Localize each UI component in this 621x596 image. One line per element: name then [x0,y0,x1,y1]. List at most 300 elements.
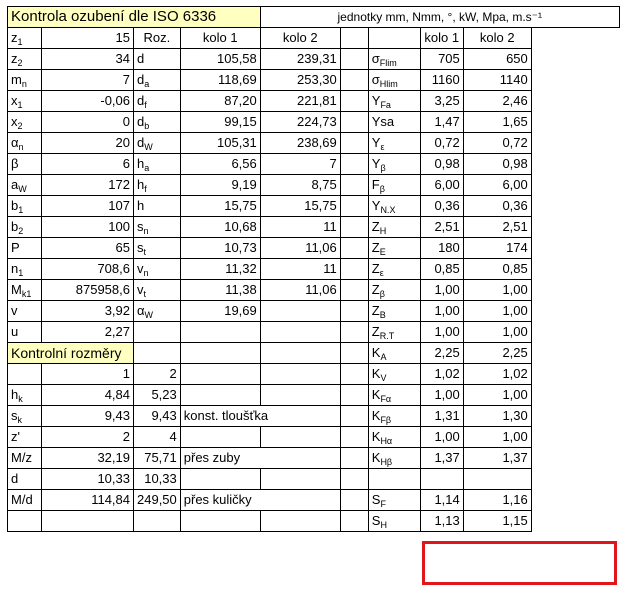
param-symbol-cell[interactable] [8,259,42,280]
param-value-cell[interactable]: 0,72 [463,133,531,154]
param-value-cell[interactable]: 87,20 [180,91,260,112]
sheet-cell[interactable] [340,343,368,364]
param-subscript: β [379,184,385,194]
param-symbol: b [11,219,19,234]
param-symbol: h [137,177,145,192]
param-value-cell[interactable]: 239,31 [260,49,340,70]
control-symbol-cell[interactable] [8,490,42,511]
param-symbol-cell[interactable] [134,154,181,175]
param-value-cell[interactable]: 1,37 [420,448,463,469]
param-value-cell[interactable]: 2,46 [463,91,531,112]
param-subscript: Fα [380,394,392,404]
param-subscript: B [379,310,386,320]
control-symbol-cell[interactable] [8,427,42,448]
sheet-cell[interactable] [180,364,260,385]
param-symbol-cell[interactable] [368,385,420,406]
param-symbol-cell[interactable] [8,217,42,238]
sheet-cell[interactable] [368,28,420,49]
param-symbol-cell[interactable] [8,238,42,259]
sheet-cell[interactable] [340,217,368,238]
sheet-cell[interactable] [340,448,368,469]
sheet-cell[interactable] [260,427,340,448]
sheet-row [8,448,620,469]
param-value-cell[interactable]: 15 [42,28,134,49]
sheet-cell[interactable] [340,301,368,322]
sheet-cell[interactable] [340,175,368,196]
sheet-cell[interactable] [340,490,368,511]
sheet-row [8,490,620,511]
sheet-cell[interactable] [260,322,340,343]
param-value-cell[interactable]: 1,37 [463,448,531,469]
units-label[interactable]: jednotky mm, Nmm, °, kW, Mpa, m.s⁻¹ [260,7,619,28]
param-symbol-cell[interactable] [134,49,181,70]
param-value-cell[interactable]: 1,13 [420,511,463,532]
param-value-cell[interactable]: 65 [42,238,134,259]
param-value-cell[interactable]: 172 [42,175,134,196]
param-value-cell[interactable]: 1,14 [420,490,463,511]
control-title[interactable]: Kontrolní rozměry [8,343,134,364]
param-subscript: W [144,310,154,320]
param-symbol-cell[interactable] [368,112,420,133]
control-col1-header[interactable]: 1 [42,364,134,385]
param-subscript: Fa [380,100,391,110]
param-value-cell[interactable]: 1,02 [463,364,531,385]
param-value-cell[interactable]: 8,75 [260,175,340,196]
header-roz[interactable]: Roz. [134,28,181,49]
param-symbol-cell[interactable] [8,196,42,217]
param-symbol-cell[interactable] [368,91,420,112]
safety-factor-highlight [422,541,617,585]
param-symbol-cell[interactable] [368,427,420,448]
sheet-cell[interactable] [8,511,42,532]
sheet-cell[interactable] [340,91,368,112]
control-value-cell[interactable]: 10,33 [42,469,134,490]
param-symbol-cell[interactable] [134,217,181,238]
param-symbol: s [137,240,144,255]
param-subscript: n [143,226,149,236]
note-konst[interactable]: konst. tloušťka [180,406,340,427]
sheet-title[interactable]: Kontrola ozubení dle ISO 6336 [8,7,261,28]
param-value-cell[interactable]: 1,00 [463,301,531,322]
header-kolo1-mid[interactable]: kolo 1 [180,28,260,49]
sheet-row [8,343,620,364]
param-symbol-cell[interactable] [368,175,420,196]
sheet-row [8,385,620,406]
param-symbol-cell[interactable] [368,511,420,532]
sheet-cell[interactable] [134,343,181,364]
sheet-cell[interactable] [340,469,368,490]
sheet-row [8,133,620,154]
control-symbol-cell[interactable] [8,448,42,469]
param-symbol: h [137,198,145,213]
param-value-cell[interactable]: 2,25 [463,343,531,364]
sheet-cell[interactable] [340,364,368,385]
param-symbol-cell[interactable] [368,322,420,343]
param-symbol-cell[interactable] [134,70,181,91]
param-symbol: K [371,408,381,423]
header-kolo1-right[interactable]: kolo 1 [420,28,463,49]
sheet-row [8,28,620,49]
sheet-row [8,301,620,322]
sheet-row [8,469,620,490]
param-symbol: u [11,324,19,339]
param-value-cell[interactable]: 0,85 [420,259,463,280]
param-symbol: d [137,135,145,150]
param-symbol-cell[interactable] [368,301,420,322]
param-value-cell[interactable]: 705 [420,49,463,70]
param-symbol-cell[interactable] [134,196,181,217]
param-symbol: σ [371,51,380,66]
sheet-row [8,280,620,301]
param-symbol-cell[interactable] [134,301,181,322]
param-value-cell[interactable]: 0,72 [420,133,463,154]
param-value-cell[interactable]: 1,30 [463,406,531,427]
param-value-cell[interactable]: 2,27 [42,322,134,343]
param-subscript: n [143,268,149,278]
param-symbol-cell[interactable] [134,175,181,196]
sheet-row [8,217,620,238]
param-value-cell[interactable]: 7 [260,154,340,175]
param-value-cell[interactable]: 11 [260,217,340,238]
param-symbol-cell[interactable] [8,322,42,343]
sheet-row [8,70,620,91]
param-symbol: M/d [11,492,33,507]
sheet-cell[interactable] [340,511,368,532]
sheet-cell[interactable] [340,280,368,301]
sheet-cell[interactable] [260,364,340,385]
param-symbol: Z [371,261,380,276]
param-symbol-cell[interactable] [368,154,420,175]
param-subscript: Flim [379,58,397,68]
param-symbol-cell[interactable] [8,49,42,70]
param-subscript: t [143,289,147,299]
param-symbol: Z [371,282,380,297]
param-symbol-cell[interactable] [134,91,181,112]
sheet-cell[interactable] [42,511,134,532]
param-symbol: h [137,156,145,171]
param-value-cell[interactable]: 1,00 [420,385,463,406]
param-symbol-cell[interactable] [8,28,42,49]
param-value-cell[interactable]: 0,85 [463,259,531,280]
param-value-cell[interactable]: 1,00 [420,301,463,322]
param-subscript: 1 [17,37,23,47]
param-value-cell[interactable]: 1,15 [463,511,531,532]
param-symbol-cell[interactable] [368,406,420,427]
param-value-cell[interactable]: 1,65 [463,112,531,133]
param-symbol: a [11,177,19,192]
param-subscript: 1 [17,100,23,110]
param-subscript: ε [380,142,385,152]
sheet-row [8,406,620,427]
param-value-cell[interactable]: 2,51 [420,217,463,238]
sheet-cell[interactable] [260,469,340,490]
sheet-cell[interactable] [340,28,368,49]
param-value-cell[interactable]: 3,92 [42,301,134,322]
param-value-cell[interactable]: 650 [463,49,531,70]
param-value-cell[interactable]: 238,69 [260,133,340,154]
param-value-cell[interactable]: 1,00 [463,280,531,301]
control-symbol-cell[interactable] [8,469,42,490]
sheet-cell[interactable] [180,511,260,532]
param-subscript: f [144,184,147,194]
control-value-cell[interactable]: 4 [134,427,181,448]
param-symbol-cell[interactable] [368,364,420,385]
control-value-cell[interactable]: 10,33 [134,469,181,490]
param-subscript: A [380,352,387,362]
param-symbol: α [11,135,19,150]
param-value-cell[interactable]: 1160 [420,70,463,91]
control-value-cell[interactable]: 114,84 [42,490,134,511]
sheet-cell[interactable] [340,196,368,217]
param-value-cell[interactable]: 19,69 [180,301,260,322]
param-symbol-cell[interactable] [368,490,420,511]
note-zuby[interactable]: přes zuby [180,448,340,469]
param-subscript: H [380,520,387,530]
param-value-cell[interactable]: 11,32 [180,259,260,280]
param-value-cell[interactable]: -0,06 [42,91,134,112]
control-value-cell[interactable]: 2 [42,427,134,448]
param-symbol: s [11,408,18,423]
sheet-cell[interactable] [340,322,368,343]
param-value-cell[interactable]: 6 [42,154,134,175]
sheet-cell[interactable] [260,511,340,532]
param-value-cell[interactable]: 11,06 [260,280,340,301]
param-symbol-cell[interactable] [8,175,42,196]
param-value-cell[interactable]: 1,00 [463,322,531,343]
param-subscript: N.X [380,205,396,215]
param-symbol: Y [371,198,381,213]
param-subscript: 2 [17,121,23,131]
param-subscript: a [144,163,150,173]
param-value-cell[interactable]: 0 [42,112,134,133]
param-value-cell[interactable]: 15,75 [260,196,340,217]
param-symbol-cell[interactable] [368,448,420,469]
control-col2-header[interactable]: 2 [134,364,181,385]
param-value-cell[interactable]: 0,98 [420,154,463,175]
param-subscript: a [144,79,150,89]
sheet-cell[interactable] [340,427,368,448]
param-subscript: W [144,142,153,152]
param-value-cell[interactable]: 1140 [463,70,531,91]
param-value-cell[interactable]: 875958,6 [42,280,134,301]
param-symbol-cell[interactable] [134,238,181,259]
sheet-cell[interactable] [340,385,368,406]
sheet-cell[interactable] [340,238,368,259]
param-value-cell[interactable]: 1,00 [420,427,463,448]
param-value-cell[interactable]: 107 [42,196,134,217]
param-symbol-cell[interactable] [134,280,181,301]
param-symbol-cell[interactable] [368,49,420,70]
param-value-cell[interactable]: 2,51 [463,217,531,238]
param-value-cell[interactable]: 1,31 [420,406,463,427]
param-subscript: β [380,163,386,173]
param-value-cell[interactable]: 1,00 [420,322,463,343]
param-value-cell[interactable]: 0,98 [463,154,531,175]
param-value-cell[interactable]: 105,58 [180,49,260,70]
param-value-cell[interactable] [420,469,463,490]
param-value-cell[interactable]: 11,38 [180,280,260,301]
sheet-row [8,364,620,385]
param-value-cell[interactable]: 253,30 [260,70,340,91]
sheet-row [8,49,620,70]
param-value-cell[interactable]: 708,6 [42,259,134,280]
sheet-cell[interactable] [340,154,368,175]
param-symbol-cell[interactable] [8,112,42,133]
sheet-cell[interactable] [260,385,340,406]
sheet-row [8,7,620,28]
param-symbol: d [137,114,145,129]
sheet-cell[interactable] [180,322,260,343]
param-symbol-cell[interactable] [8,154,42,175]
sheet-cell[interactable] [180,427,260,448]
param-subscript: b [144,121,150,131]
param-symbol: m [11,72,22,87]
sheet-cell[interactable] [340,259,368,280]
param-symbol-cell[interactable] [134,259,181,280]
param-symbol-cell[interactable] [368,196,420,217]
param-value-cell[interactable]: 180 [420,238,463,259]
param-value-cell[interactable]: 10,73 [180,238,260,259]
param-symbol-cell[interactable] [8,280,42,301]
param-value-cell[interactable]: 2,25 [420,343,463,364]
control-value-cell[interactable]: 32,19 [42,448,134,469]
sheet-row [8,238,620,259]
sheet-row [8,196,620,217]
param-subscript: f [144,100,147,110]
param-symbol-cell[interactable] [8,91,42,112]
sheet-cell[interactable] [134,322,181,343]
param-value-cell[interactable]: 118,69 [180,70,260,91]
param-value-cell[interactable] [260,301,340,322]
param-subscript: W [18,184,27,194]
header-kolo2-mid[interactable]: kolo 2 [260,28,340,49]
sheet-cell[interactable] [134,511,181,532]
param-symbol: z [11,30,18,45]
param-symbol-cell[interactable] [368,343,420,364]
param-symbol-cell[interactable] [8,133,42,154]
param-symbol: x [11,93,18,108]
param-value-cell[interactable]: 1,02 [420,364,463,385]
param-value-cell[interactable]: 1,47 [420,112,463,133]
param-value-cell[interactable]: 105,31 [180,133,260,154]
sheet-cell[interactable] [8,364,42,385]
param-symbol: Z [371,219,380,234]
control-symbol-cell[interactable] [8,406,42,427]
param-value-cell[interactable]: 0,36 [420,196,463,217]
param-symbol: K [371,366,381,381]
param-symbol-cell[interactable] [368,469,420,490]
param-value-cell[interactable]: 1,00 [420,280,463,301]
param-value-cell[interactable]: 99,15 [180,112,260,133]
sheet-cell[interactable] [340,406,368,427]
param-subscript: 1 [18,268,24,278]
param-subscript: Hlim [379,79,398,89]
header-kolo2-right[interactable]: kolo 2 [463,28,531,49]
param-symbol: K [371,345,381,360]
param-symbol: Z [371,240,380,255]
param-symbol-cell[interactable] [8,70,42,91]
control-value-cell[interactable]: 9,43 [134,406,181,427]
sheet-cell[interactable] [340,133,368,154]
control-symbol-cell[interactable] [8,385,42,406]
param-symbol: d [137,51,145,66]
sheet-cell[interactable] [180,343,260,364]
control-value-cell[interactable]: 249,50 [134,490,181,511]
param-symbol-cell[interactable] [134,133,181,154]
param-value-cell[interactable]: 9,19 [180,175,260,196]
param-symbol-cell[interactable] [368,217,420,238]
sheet-row [8,91,620,112]
param-value-cell[interactable]: 7 [42,70,134,91]
param-value-cell[interactable]: 11,06 [260,238,340,259]
param-symbol-cell[interactable] [8,301,42,322]
param-subscript: 1 [18,205,24,215]
param-symbol-cell[interactable] [134,112,181,133]
param-symbol-cell[interactable] [368,133,420,154]
param-value-cell[interactable]: 1,16 [463,490,531,511]
param-value-cell[interactable] [463,469,531,490]
param-value-cell[interactable]: 3,25 [420,91,463,112]
param-value-cell[interactable]: 0,36 [463,196,531,217]
param-symbol: F [371,177,380,192]
param-symbol: h [11,387,19,402]
param-symbol-cell[interactable] [368,70,420,91]
control-value-cell[interactable]: 5,23 [134,385,181,406]
param-value-cell[interactable]: 221,81 [260,91,340,112]
sheet-cell[interactable] [340,49,368,70]
param-symbol: Ysa [371,114,395,129]
param-value-cell[interactable]: 34 [42,49,134,70]
param-value-cell[interactable]: 20 [42,133,134,154]
param-value-cell[interactable]: 6,00 [463,175,531,196]
note-kulicky[interactable]: přes kuličky [180,490,340,511]
sheet-row [8,112,620,133]
control-value-cell[interactable]: 4,84 [42,385,134,406]
control-value-cell[interactable]: 75,71 [134,448,181,469]
control-value-cell[interactable]: 9,43 [42,406,134,427]
param-value-cell[interactable]: 224,73 [260,112,340,133]
param-value-cell[interactable]: 174 [463,238,531,259]
param-value-cell[interactable]: 15,75 [180,196,260,217]
sheet-cell[interactable] [340,70,368,91]
param-value-cell[interactable]: 10,68 [180,217,260,238]
sheet-row [8,154,620,175]
param-value-cell[interactable]: 6,56 [180,154,260,175]
param-symbol: d [11,471,19,486]
param-value-cell[interactable]: 1,00 [463,427,531,448]
param-symbol-cell[interactable] [368,238,420,259]
param-symbol: n [11,261,19,276]
gear-check-sheet [7,6,620,532]
sheet-row [8,511,620,532]
param-symbol-cell[interactable] [368,259,420,280]
param-symbol-cell[interactable] [368,280,420,301]
sheet-cell[interactable] [180,469,260,490]
param-value-cell[interactable]: 1,00 [463,385,531,406]
param-symbol: Y [371,93,381,108]
param-value-cell[interactable]: 100 [42,217,134,238]
sheet-cell[interactable] [260,343,340,364]
sheet-cell[interactable] [340,112,368,133]
param-subscript: E [379,247,386,257]
param-symbol: b [11,198,19,213]
param-symbol: K [371,429,381,444]
param-value-cell[interactable]: 11 [260,259,340,280]
param-value-cell[interactable]: 6,00 [420,175,463,196]
param-subscript: β [379,289,385,299]
sheet-cell[interactable] [180,385,260,406]
param-symbol: M [11,282,22,297]
